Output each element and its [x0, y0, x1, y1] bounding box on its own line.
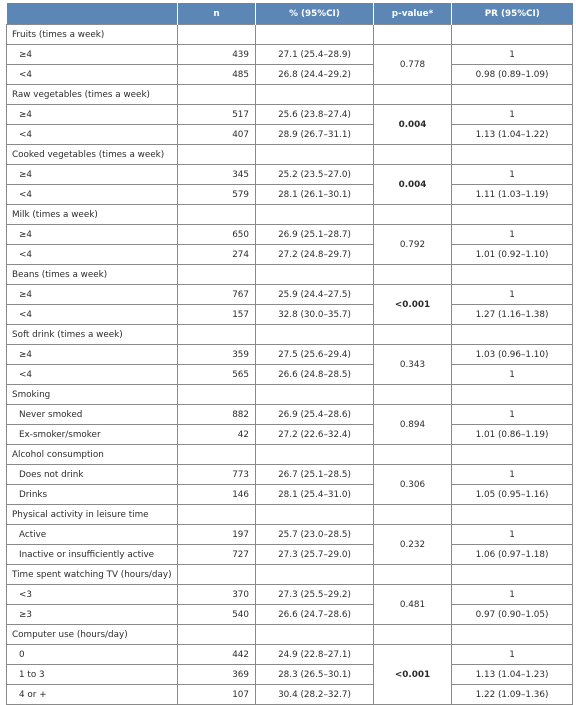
empty-cell [452, 25, 573, 45]
table-row [7, 665, 573, 685]
n-value: 882 [178, 405, 256, 425]
table-row [7, 485, 573, 505]
empty-cell [178, 505, 256, 525]
n-value: 442 [178, 645, 256, 665]
category-label: Beans (times a week) [7, 265, 178, 285]
empty-cell [452, 565, 573, 585]
level-label: <4 [7, 245, 178, 265]
n-value: 773 [178, 465, 256, 485]
n-value: 42 [178, 425, 256, 445]
category-row [7, 325, 573, 345]
pr-ci-value: 1 [452, 405, 573, 425]
empty-cell [178, 145, 256, 165]
percent-ci-value: 27.3 (25.5–29.2) [256, 585, 374, 605]
empty-cell [374, 385, 452, 405]
percent-ci-value: 25.2 (23.5–27.0) [256, 165, 374, 185]
category-label: Alcohol consumption [7, 445, 178, 465]
category-row [7, 565, 573, 585]
percent-ci-value: 28.1 (26.1–30.1) [256, 185, 374, 205]
level-label: 1 to 3 [7, 665, 178, 685]
empty-cell [452, 85, 573, 105]
empty-cell [452, 625, 573, 645]
percent-ci-value: 28.1 (25.4–31.0) [256, 485, 374, 505]
percent-ci-value: 27.3 (25.7–29.0) [256, 545, 374, 565]
empty-cell [374, 25, 452, 45]
p-value: 0.306 [374, 465, 452, 505]
table-row [7, 65, 573, 85]
n-value: 485 [178, 65, 256, 85]
p-value: <0.001 [374, 645, 452, 705]
table-row [7, 685, 573, 705]
empty-cell [256, 565, 374, 585]
category-label: Smoking [7, 385, 178, 405]
empty-cell [178, 85, 256, 105]
category-label: Fruits (times a week) [7, 25, 178, 45]
empty-cell [452, 265, 573, 285]
percent-ci-value: 26.9 (25.1–28.7) [256, 225, 374, 245]
empty-cell [256, 385, 374, 405]
header-pr-ci: PR (95%CI) [452, 3, 573, 25]
p-value: 0.778 [374, 45, 452, 85]
level-label: <4 [7, 125, 178, 145]
empty-cell [178, 25, 256, 45]
table-row [7, 425, 573, 445]
percent-ci-value: 27.1 (25.4–28.9) [256, 45, 374, 65]
percent-ci-value: 27.2 (22.6–32.4) [256, 425, 374, 445]
pr-ci-value: 1.03 (0.96–1.10) [452, 345, 573, 365]
n-value: 517 [178, 105, 256, 125]
n-value: 274 [178, 245, 256, 265]
level-label: 0 [7, 645, 178, 665]
level-label: ≥4 [7, 285, 178, 305]
empty-cell [178, 565, 256, 585]
table-row [7, 125, 573, 145]
percent-ci-value: 28.3 (26.5–30.1) [256, 665, 374, 685]
percent-ci-value: 26.7 (25.1–28.5) [256, 465, 374, 485]
n-value: 359 [178, 345, 256, 365]
empty-cell [256, 445, 374, 465]
n-value: 650 [178, 225, 256, 245]
empty-cell [374, 445, 452, 465]
p-value: 0.232 [374, 525, 452, 565]
n-value: 146 [178, 485, 256, 505]
n-value: 407 [178, 125, 256, 145]
pr-ci-value: 1.05 (0.95–1.16) [452, 485, 573, 505]
level-label: ≥3 [7, 605, 178, 625]
empty-cell [256, 625, 374, 645]
percent-ci-value: 32.8 (30.0–35.7) [256, 305, 374, 325]
table-row [7, 405, 573, 425]
pr-ci-value: 1.06 (0.97–1.18) [452, 545, 573, 565]
category-row [7, 385, 573, 405]
percent-ci-value: 24.9 (22.8–27.1) [256, 645, 374, 665]
category-row [7, 265, 573, 285]
header-n: n [178, 3, 256, 25]
empty-cell [374, 85, 452, 105]
table-row [7, 545, 573, 565]
pr-ci-value: 1.22 (1.09–1.36) [452, 685, 573, 705]
p-value: 0.894 [374, 405, 452, 445]
percent-ci-value: 26.8 (24.4–29.2) [256, 65, 374, 85]
n-value: 565 [178, 365, 256, 385]
pr-ci-value: 1 [452, 645, 573, 665]
pr-ci-value: 1 [452, 285, 573, 305]
pr-ci-value: 0.98 (0.89–1.09) [452, 65, 573, 85]
percent-ci-value: 27.5 (25.6–29.4) [256, 345, 374, 365]
pr-ci-value: 1 [452, 525, 573, 545]
p-value: 0.343 [374, 345, 452, 385]
level-label: Drinks [7, 485, 178, 505]
n-value: 369 [178, 665, 256, 685]
pr-ci-value: 0.97 (0.90–1.05) [452, 605, 573, 625]
empty-cell [452, 505, 573, 525]
n-value: 370 [178, 585, 256, 605]
n-value: 767 [178, 285, 256, 305]
table-row [7, 585, 573, 605]
percent-ci-value: 26.6 (24.7–28.6) [256, 605, 374, 625]
pr-ci-value: 1 [452, 465, 573, 485]
header-variable [7, 3, 178, 25]
percent-ci-value: 26.6 (24.8–28.5) [256, 365, 374, 385]
empty-cell [178, 325, 256, 345]
n-value: 727 [178, 545, 256, 565]
percent-ci-value: 27.2 (24.8–29.7) [256, 245, 374, 265]
empty-cell [374, 205, 452, 225]
table-row [7, 185, 573, 205]
level-label: Does not drink [7, 465, 178, 485]
pr-ci-value: 1 [452, 45, 573, 65]
header-p-value: p-value* [374, 3, 452, 25]
category-label: Milk (times a week) [7, 205, 178, 225]
pr-ci-value: 1 [452, 105, 573, 125]
empty-cell [374, 565, 452, 585]
empty-cell [256, 25, 374, 45]
empty-cell [374, 625, 452, 645]
empty-cell [452, 145, 573, 165]
pr-ci-value: 1 [452, 225, 573, 245]
empty-cell [256, 145, 374, 165]
percent-ci-value: 25.7 (23.0–28.5) [256, 525, 374, 545]
level-label: <4 [7, 65, 178, 85]
table-row [7, 465, 573, 485]
category-row [7, 445, 573, 465]
table-row [7, 165, 573, 185]
level-label: ≥4 [7, 165, 178, 185]
level-label: <4 [7, 305, 178, 325]
n-value: 345 [178, 165, 256, 185]
table-row [7, 605, 573, 625]
results-table [6, 3, 573, 705]
table-row [7, 45, 573, 65]
n-value: 579 [178, 185, 256, 205]
pr-ci-value: 1 [452, 165, 573, 185]
empty-cell [178, 385, 256, 405]
percent-ci-value: 25.6 (23.8–27.4) [256, 105, 374, 125]
level-label: Inactive or insufficiently active [7, 545, 178, 565]
level-label: ≥4 [7, 225, 178, 245]
n-value: 107 [178, 685, 256, 705]
pr-ci-value: 1 [452, 585, 573, 605]
table-row [7, 305, 573, 325]
empty-cell [178, 205, 256, 225]
table-row [7, 285, 573, 305]
level-label: ≥4 [7, 105, 178, 125]
empty-cell [452, 445, 573, 465]
percent-ci-value: 28.9 (26.7–31.1) [256, 125, 374, 145]
level-label: Active [7, 525, 178, 545]
n-value: 540 [178, 605, 256, 625]
empty-cell [374, 325, 452, 345]
pr-ci-value: 1.27 (1.16–1.38) [452, 305, 573, 325]
category-label: Computer use (hours/day) [7, 625, 178, 645]
empty-cell [452, 205, 573, 225]
level-label: Ex-smoker/smoker [7, 425, 178, 445]
empty-cell [178, 445, 256, 465]
level-label: ≥4 [7, 45, 178, 65]
table-header [7, 3, 573, 25]
empty-cell [256, 505, 374, 525]
table-row [7, 105, 573, 125]
pr-ci-value: 1.13 (1.04–1.23) [452, 665, 573, 685]
category-row [7, 205, 573, 225]
table-row [7, 645, 573, 665]
empty-cell [374, 505, 452, 525]
table-row [7, 245, 573, 265]
category-row [7, 505, 573, 525]
n-value: 197 [178, 525, 256, 545]
level-label: ≥4 [7, 345, 178, 365]
category-row [7, 85, 573, 105]
header-percent-ci: % (95%CI) [256, 3, 374, 25]
empty-cell [256, 265, 374, 285]
empty-cell [374, 145, 452, 165]
p-value: 0.792 [374, 225, 452, 265]
category-label: Raw vegetables (times a week) [7, 85, 178, 105]
table-row [7, 365, 573, 385]
empty-cell [256, 205, 374, 225]
page [6, 0, 572, 705]
table-body [7, 25, 573, 705]
level-label: <4 [7, 365, 178, 385]
pr-ci-value: 1 [452, 365, 573, 385]
n-value: 157 [178, 305, 256, 325]
category-label: Cooked vegetables (times a week) [7, 145, 178, 165]
category-row [7, 145, 573, 165]
level-label: <4 [7, 185, 178, 205]
category-row [7, 625, 573, 645]
empty-cell [374, 265, 452, 285]
pr-ci-value: 1.13 (1.04–1.22) [452, 125, 573, 145]
table-row [7, 225, 573, 245]
table-row [7, 525, 573, 545]
table-row [7, 345, 573, 365]
empty-cell [178, 265, 256, 285]
percent-ci-value: 25.9 (24.4–27.5) [256, 285, 374, 305]
empty-cell [452, 385, 573, 405]
level-label: 4 or + [7, 685, 178, 705]
p-value: 0.004 [374, 165, 452, 205]
level-label: Never smoked [7, 405, 178, 425]
empty-cell [452, 325, 573, 345]
category-label: Soft drink (times a week) [7, 325, 178, 345]
category-label: Physical activity in leisure time [7, 505, 178, 525]
p-value: 0.481 [374, 585, 452, 625]
empty-cell [256, 325, 374, 345]
p-value: 0.004 [374, 105, 452, 145]
empty-cell [256, 85, 374, 105]
percent-ci-value: 26.9 (25.4–28.6) [256, 405, 374, 425]
pr-ci-value: 1.11 (1.03–1.19) [452, 185, 573, 205]
header-row [7, 3, 573, 25]
empty-cell [178, 625, 256, 645]
pr-ci-value: 1.01 (0.92–1.10) [452, 245, 573, 265]
level-label: <3 [7, 585, 178, 605]
n-value: 439 [178, 45, 256, 65]
pr-ci-value: 1.01 (0.86–1.19) [452, 425, 573, 445]
category-row [7, 25, 573, 45]
percent-ci-value: 30.4 (28.2–32.7) [256, 685, 374, 705]
category-label: Time spent watching TV (hours/day) [7, 565, 178, 585]
p-value: <0.001 [374, 285, 452, 325]
